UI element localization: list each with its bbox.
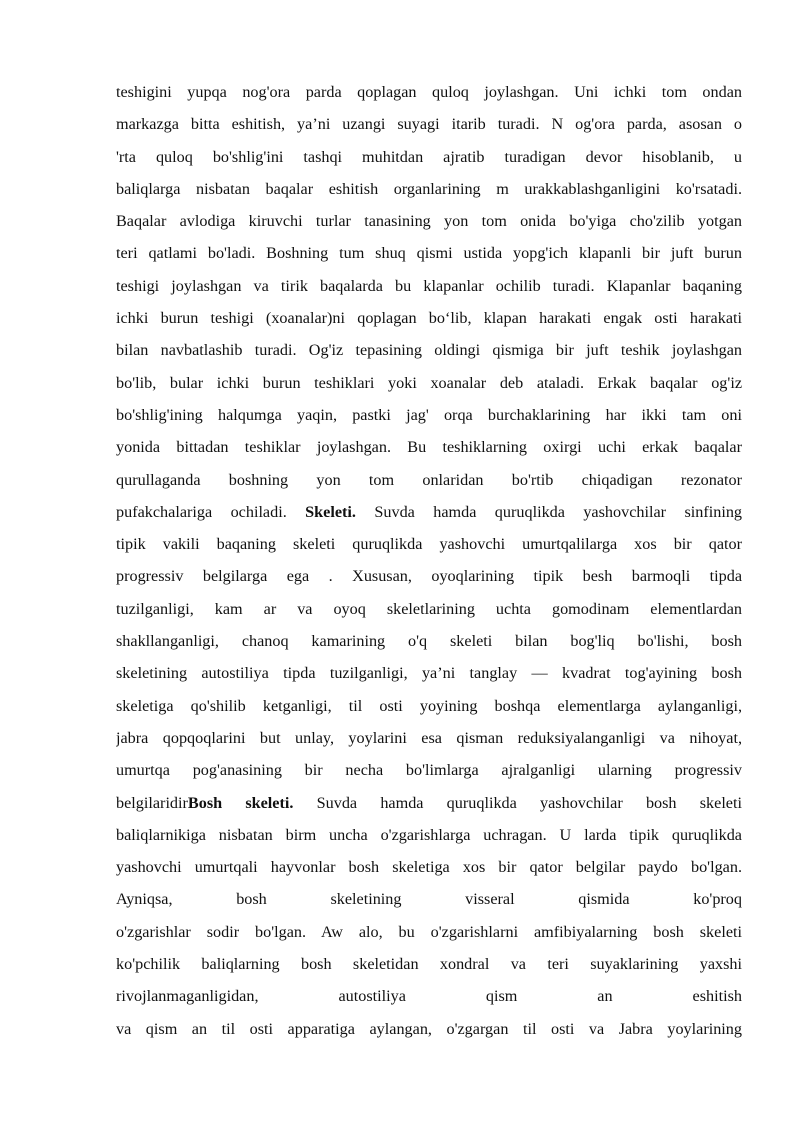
line-text: Suvda hamda quruqlikda yashovchilar sinfining bbox=[355, 502, 742, 521]
line-text: o'zgarishlar sodir bo'lgan. Aw alo, bu o'zgarishlarni amfibiyalarning bosh skeleti bbox=[116, 922, 742, 941]
text-line bbox=[116, 593, 742, 625]
text-line bbox=[116, 690, 742, 722]
line-text: qurullaganda boshning yon tom onlaridan bo'rtib chiqadigan rezonator bbox=[116, 470, 742, 489]
line-text: shakllanganligi, chanoq kamarining o'q skeleti bilan bog'liq bo'lishi, bosh bbox=[116, 632, 742, 651]
line-text: teshigini yupqa nog'ora parda qoplagan quloq joylashgan. Uni ichki tom ondan bbox=[116, 83, 742, 101]
document-body bbox=[116, 76, 742, 1045]
line-text: markazga bitta eshitish, ya’ni uzangi suyagi itarib turadi. N og'ora parda, asosan o bbox=[116, 115, 742, 134]
line-text: teshigi joylashgan va tirik baqalarda bu klapanlar ochilib turadi. Klapanlar baqaning bbox=[116, 276, 742, 295]
text-line bbox=[116, 302, 742, 334]
line-text: Ayniqsa, bosh skeletining visseral qismida ko'proq bbox=[116, 890, 742, 909]
text-line bbox=[116, 464, 742, 496]
line-text: ko'pchilik baliqlarning bosh skeletidan xondral va teri suyaklarining yaxshi bbox=[116, 955, 742, 974]
section-heading: Skeleti. bbox=[305, 502, 356, 521]
line-text: baliqlarnikiga nisbatan birm uncha o'zgarishlarga uchragan. U larda tipik quruqlikda bbox=[116, 825, 742, 844]
line-text: jabra qopqoqlarini but unlay, yoylarini esa qisman reduksiyalanganligi va nihoyat, bbox=[116, 728, 742, 747]
text-line bbox=[116, 108, 742, 140]
text-line bbox=[116, 916, 742, 948]
text-line bbox=[116, 657, 742, 689]
text-line bbox=[116, 173, 742, 205]
text-line bbox=[116, 334, 742, 366]
line-text: tipik vakili baqaning skeleti quruqlikda yashovchi umurtqalilarga xos bir qator bbox=[116, 535, 742, 554]
text-line bbox=[116, 205, 742, 237]
text-line bbox=[116, 237, 742, 269]
line-text: bilan navbatlashib turadi. Og'iz tepasining oldingi qismiga bir juft teshik joylashgan bbox=[116, 341, 742, 360]
line-text: belgilaridir bbox=[116, 793, 188, 812]
text-line bbox=[116, 948, 742, 980]
text-line bbox=[116, 1013, 742, 1045]
text-line bbox=[116, 883, 742, 915]
line-text: va qism an til osti apparatiga aylangan, o'zgargan til osti va Jabra yoylarining bbox=[116, 1019, 742, 1038]
text-line bbox=[116, 76, 742, 108]
line-text: progressiv belgilarga ega . Xususan, oyoqlarining tipik besh barmoqli tipda bbox=[116, 567, 742, 586]
text-line bbox=[116, 431, 742, 463]
text-line bbox=[116, 528, 742, 560]
text-line bbox=[116, 980, 742, 1012]
line-text: umurtqa pog'anasining bir necha bo'limlarga ajralganligi ularning progressiv bbox=[116, 761, 742, 780]
line-text: bo'lib, bular ichki burun teshiklari yoki xoanalar deb ataladi. Erkak baqalar og'iz bbox=[116, 373, 742, 392]
text-line bbox=[116, 399, 742, 431]
line-text: skeletiga qo'shilib ketganligi, til osti yoyining boshqa elementlarga aylanganligi, bbox=[116, 696, 742, 715]
line-text: Suvda hamda quruqlikda yashovchilar bosh skeleti bbox=[293, 793, 742, 812]
line-text: baliqlarga nisbatan baqalar eshitish organlarining m urakkablashganligini ko'rsatadi. bbox=[116, 179, 742, 198]
line-text: rivojlanmaganligidan, autostiliya qism an eshitish bbox=[116, 987, 742, 1006]
line-text: yonida bittadan teshiklar joylashgan. Bu teshiklarning oxirgi uchi erkak baqalar bbox=[116, 438, 742, 457]
text-line bbox=[116, 722, 742, 754]
text-line bbox=[116, 367, 742, 399]
line-text: bo'shlig'ining halqumga yaqin, pastki jag' orqa burchaklarining har ikki tam oni bbox=[116, 405, 742, 424]
text-line bbox=[116, 141, 742, 173]
line-text: pufakchalariga ochiladi. bbox=[116, 502, 306, 521]
text-line bbox=[116, 625, 742, 657]
line-text: Baqalar avlodiga kiruvchi turlar tanasining yon tom onida bo'yiga cho'zilib yotgan bbox=[116, 212, 742, 231]
text-line bbox=[116, 851, 742, 883]
line-text: skeletining autostiliya tipda tuzilganligi, ya’ni tanglay — kvadrat tog'ayining bosh bbox=[116, 664, 742, 683]
text-line bbox=[116, 496, 742, 528]
text-line bbox=[116, 787, 742, 819]
line-text: yashovchi umurtqali hayvonlar bosh skeletiga xos bir qator belgilar paydo bo'lgan. bbox=[116, 858, 742, 877]
text-line bbox=[116, 560, 742, 592]
line-text: teri qatlami bo'ladi. Boshning tum shuq qismi ustida yopg'ich klapanli bir juft burun bbox=[116, 244, 742, 263]
text-line bbox=[116, 819, 742, 851]
line-text: 'rta quloq bo'shlig'ini tashqi muhitdan ajratib turadigan devor hisoblanib, u bbox=[116, 147, 742, 166]
text-line bbox=[116, 754, 742, 786]
line-text: tuzilganligi, kam ar va oyoq skeletlarining uchta gomodinam elementlardan bbox=[116, 599, 742, 618]
line-text: ichki burun teshigi (xoanalar)ni qoplagan bo‘lib, klapan harakati engak osti harakati bbox=[116, 309, 742, 328]
text-line bbox=[116, 270, 742, 302]
section-heading: Bosh skeleti. bbox=[187, 793, 294, 812]
